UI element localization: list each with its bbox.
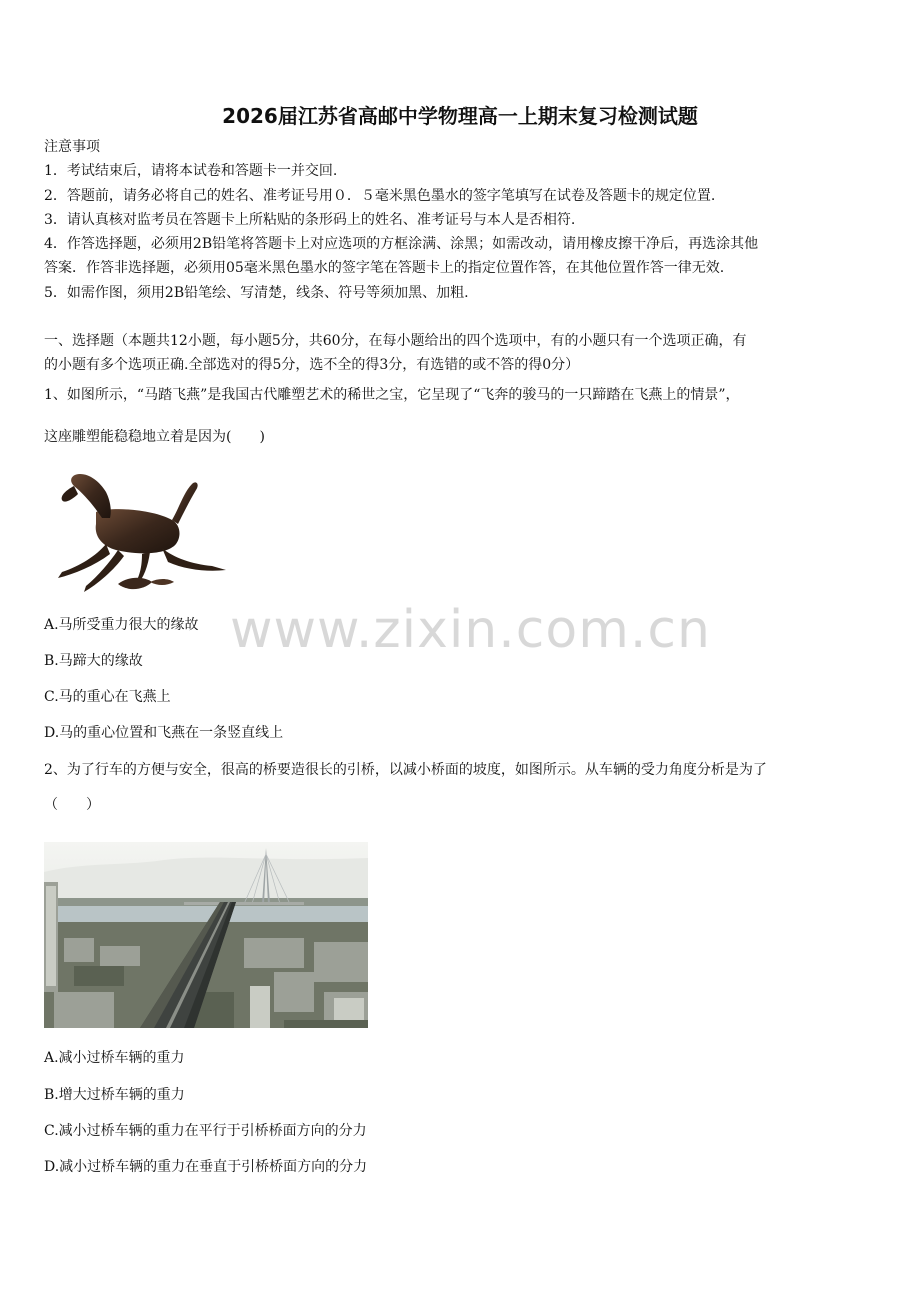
notice-item-1: 1．考试结束后，请将本试卷和答题卡一并交回. xyxy=(44,163,338,179)
q1-stem-cont: 这座雕塑能稳稳地立着是因为( ) xyxy=(44,429,265,445)
q2-option-c: C.减小过桥车辆的重力在平行于引桥桥面方向的分力 xyxy=(44,1123,367,1139)
q2-option-b: B.增大过桥车辆的重力 xyxy=(44,1087,185,1103)
q1-option-a: A.马所受重力很大的缘故 xyxy=(44,617,199,633)
bridge-approach-figure xyxy=(44,842,368,1028)
notice-heading: 注意事项 xyxy=(44,139,100,155)
q2-stem: 2、为了行车的方便与安全，很高的桥要造很长的引桥，以减小桥面的坡度，如图所示。从车辆的受力角度分析是为了 xyxy=(44,762,767,778)
horse-statue-figure xyxy=(44,466,234,604)
q2-option-d: D.减小过桥车辆的重力在垂直于引桥桥面方向的分力 xyxy=(44,1159,368,1175)
q1-option-b: B.马蹄大的缘故 xyxy=(44,653,143,669)
q2-stem-cont: （ ） xyxy=(44,797,100,813)
notice-item-4-cont: 答案．作答非选择题，必须用05毫米黑色墨水的签字笔在答题卡上的指定位置作答，在其他位置作答一律无效. xyxy=(44,260,725,276)
q1-option-d: D.马的重心位置和飞燕在一条竖直线上 xyxy=(44,725,284,741)
section-heading: 一、选择题（本题共12小题，每小题5分，共60分，在每小题给出的四个选项中，有的小题只有一个选项正确，有 xyxy=(44,333,747,349)
q1-stem: 1、如图所示，“马踏飞燕”是我国古代雕塑艺术的稀世之宝，它呈现了“飞奔的骏马的一只蹄踏在飞燕上的情景”， xyxy=(44,387,740,403)
q1-option-c: C.马的重心在飞燕上 xyxy=(44,689,171,705)
notice-item-2: 2．答题前，请务必将自己的姓名、准考证号用０．５毫米黑色墨水的签字笔填写在试卷及答题卡的规定位置. xyxy=(44,188,716,204)
watermark: www.zixin.com.cn xyxy=(230,600,711,660)
page-title: 2026届江苏省高邮中学物理高一上期末复习检测试题 xyxy=(222,104,698,128)
q2-option-a: A.减小过桥车辆的重力 xyxy=(44,1050,185,1066)
notice-item-5: 5．如需作图，须用2B铅笔绘、写清楚，线条、符号等须加黑、加粗. xyxy=(44,285,469,301)
section-heading-cont: 的小题有多个选项正确.全部选对的得5分，选不全的得3分，有选错的或不答的得0分） xyxy=(44,357,580,373)
notice-item-4: 4．作答选择题，必须用2B铅笔将答题卡上对应选项的方框涂满、涂黑；如需改动，请用橡皮擦干净后，再选涂其他 xyxy=(44,236,759,252)
notice-item-3: 3．请认真核对监考员在答题卡上所粘贴的条形码上的姓名、准考证号与本人是否相符. xyxy=(44,212,576,228)
